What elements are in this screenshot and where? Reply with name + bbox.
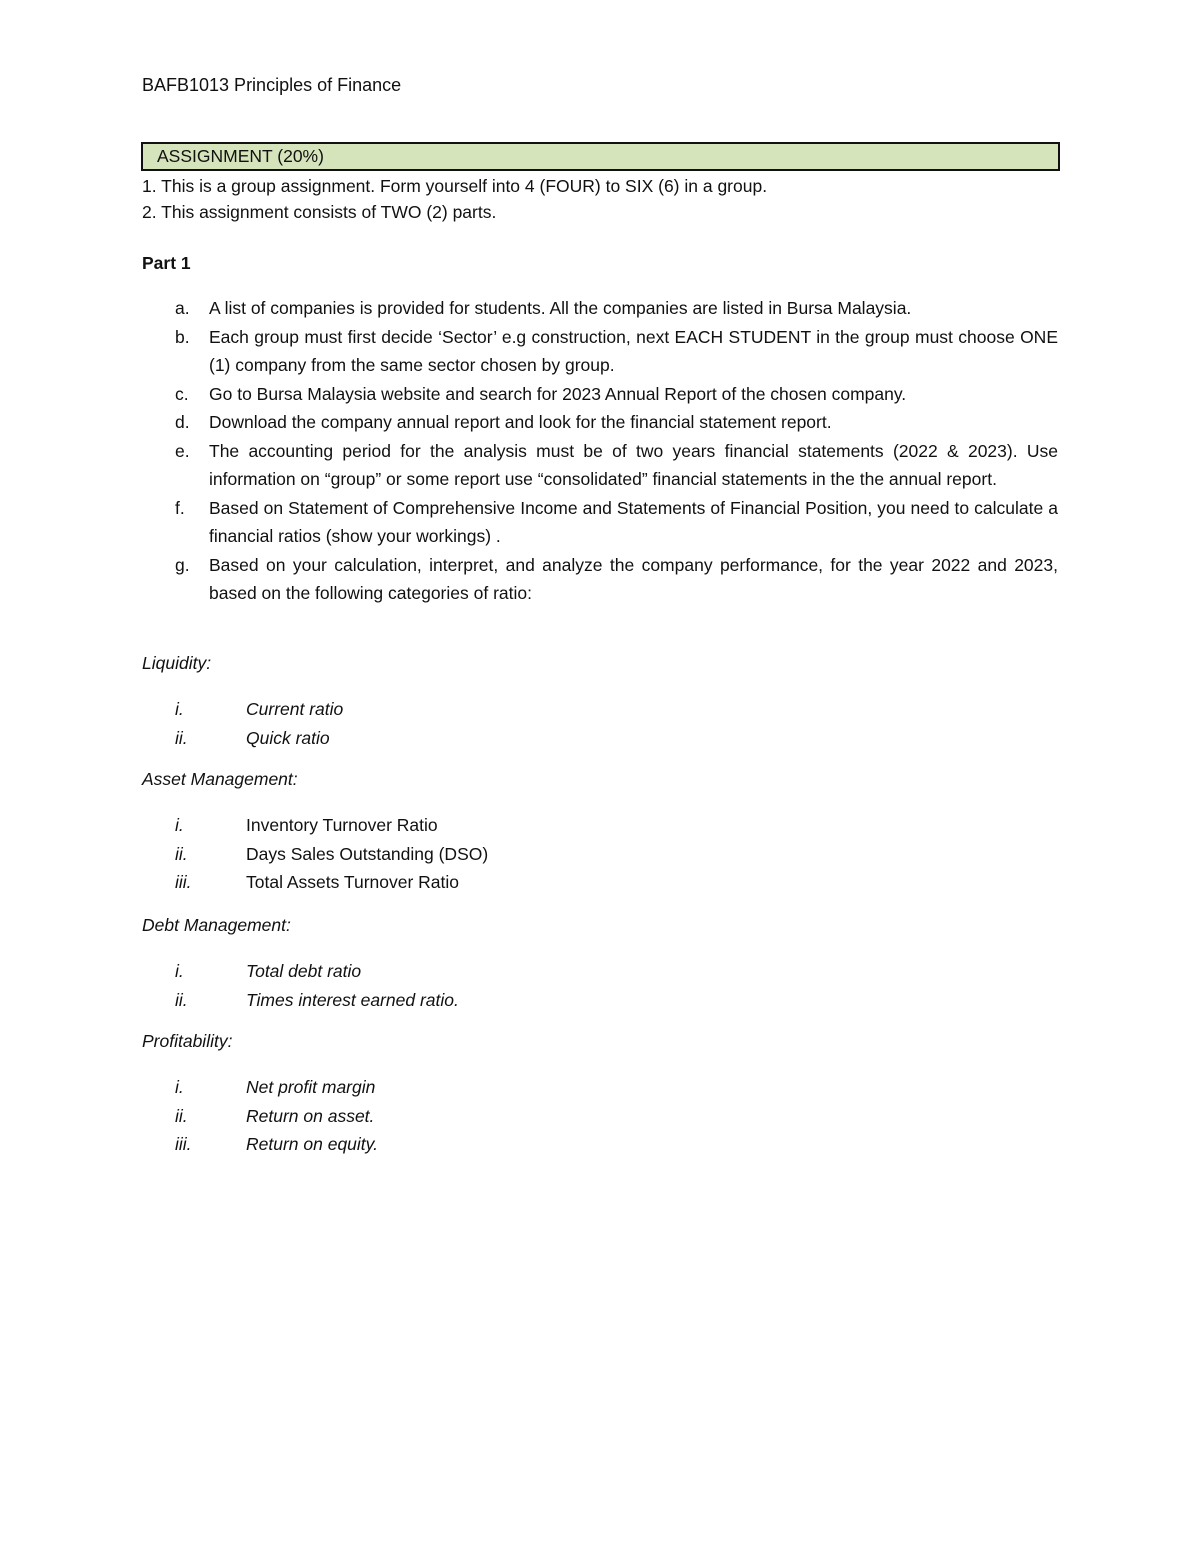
ratio-name: Net profit margin — [246, 1077, 376, 1097]
step-letter: a. — [175, 298, 190, 318]
ratio-item — [142, 695, 1042, 724]
step-letter: d. — [175, 412, 190, 432]
intro-item: 1. This is a group assignment. Form yourself into 4 (FOUR) to SIX (6) in a group. — [142, 176, 768, 196]
step-text: Each group must first decide ‘Sector’ e.g construction, next EACH STUDENT in the group must choose ONE (1) company from the same sector chosen by group. — [209, 326, 1058, 375]
ratio-name: Total Assets Turnover Ratio — [246, 872, 460, 892]
ratio-name: Inventory Turnover Ratio — [246, 815, 438, 835]
ratio-item — [142, 1102, 1042, 1131]
category-items — [142, 811, 1042, 897]
category-items — [142, 695, 1042, 752]
ratio-name: Times interest earned ratio. — [246, 989, 459, 1010]
ratio-number: ii. — [175, 1105, 188, 1126]
category-profitability — [142, 1030, 1042, 1159]
step-text: Go to Bursa Malaysia website and search for 2023 Annual Report of the chosen company. — [209, 383, 907, 404]
ratio-number: i. — [175, 699, 184, 719]
ratio-number: ii. — [175, 727, 188, 748]
step-letter: c. — [175, 383, 189, 404]
ratio-item — [142, 724, 1042, 753]
step-text: A list of companies is provided for students. All the companies are listed in Bursa Malaysia. — [209, 298, 912, 318]
step-item — [142, 294, 1058, 323]
ratio-name: Days Sales Outstanding (DSO) — [246, 843, 489, 864]
ratio-number: iii. — [175, 1134, 192, 1154]
step-letter: f. — [175, 497, 185, 518]
ratio-name: Total debt ratio — [246, 961, 362, 981]
ratio-item — [142, 986, 1042, 1015]
assignment-title-box — [141, 142, 1060, 171]
ratio-item — [142, 811, 1042, 840]
assignment-title: ASSIGNMENT (20%) — [157, 146, 324, 166]
step-text: Based on your calculation, interpret, and analyze the company performance, for the year 2022 and 2023, based on the following categories of ratio: — [209, 554, 1058, 603]
category-title: Debt Management: — [142, 915, 291, 935]
intro-item: 2. This assignment consists of TWO (2) parts. — [142, 202, 497, 222]
step-letter: g. — [175, 554, 190, 575]
course-header: BAFB1013 Principles of Finance — [142, 75, 402, 95]
ratio-item — [142, 1130, 1042, 1159]
ratio-number: iii. — [175, 872, 192, 892]
step-item — [142, 494, 1058, 551]
ratio-number: i. — [175, 961, 184, 981]
category-debt-management — [142, 914, 1042, 1014]
ratio-name: Quick ratio — [246, 727, 330, 748]
step-text: Download the company annual report and look for the financial statement report. — [209, 412, 832, 432]
category-title: Profitability: — [142, 1031, 233, 1051]
step-letter: b. — [175, 326, 190, 347]
category-items — [142, 1073, 1042, 1159]
step-item — [142, 380, 1058, 409]
ratio-number: i. — [175, 1077, 184, 1097]
step-text: The accounting period for the analysis must be of two years financial statements (2022 & 2023). Use information on “group” or some report use “consolidated” financial statements in the the annual report. — [209, 440, 1058, 489]
ratio-item — [142, 957, 1042, 986]
ratio-name: Current ratio — [246, 699, 344, 719]
category-liquidity — [142, 652, 1042, 752]
step-item — [142, 323, 1058, 380]
category-asset-management — [142, 768, 1042, 897]
ratio-number: i. — [175, 815, 184, 835]
ratio-number: ii. — [175, 989, 188, 1010]
category-title: Asset Management: — [142, 769, 298, 789]
part-steps-list — [142, 294, 1058, 608]
category-title: Liquidity: — [142, 653, 212, 673]
part-heading: Part 1 — [142, 253, 191, 273]
intro-list — [142, 173, 1062, 225]
ratio-item — [142, 1073, 1042, 1102]
step-item — [142, 551, 1058, 608]
ratio-number: ii. — [175, 843, 188, 864]
step-item — [142, 408, 1058, 437]
ratio-name: Return on equity. — [246, 1134, 378, 1154]
ratio-item — [142, 868, 1042, 897]
ratio-item — [142, 840, 1042, 869]
step-letter: e. — [175, 440, 190, 461]
ratio-name: Return on asset. — [246, 1105, 375, 1126]
step-text: Based on Statement of Comprehensive Income and Statements of Financial Position, you need to calculate a financial ratios (show your workings) . — [209, 497, 1058, 546]
category-items — [142, 957, 1042, 1014]
step-item — [142, 437, 1058, 494]
